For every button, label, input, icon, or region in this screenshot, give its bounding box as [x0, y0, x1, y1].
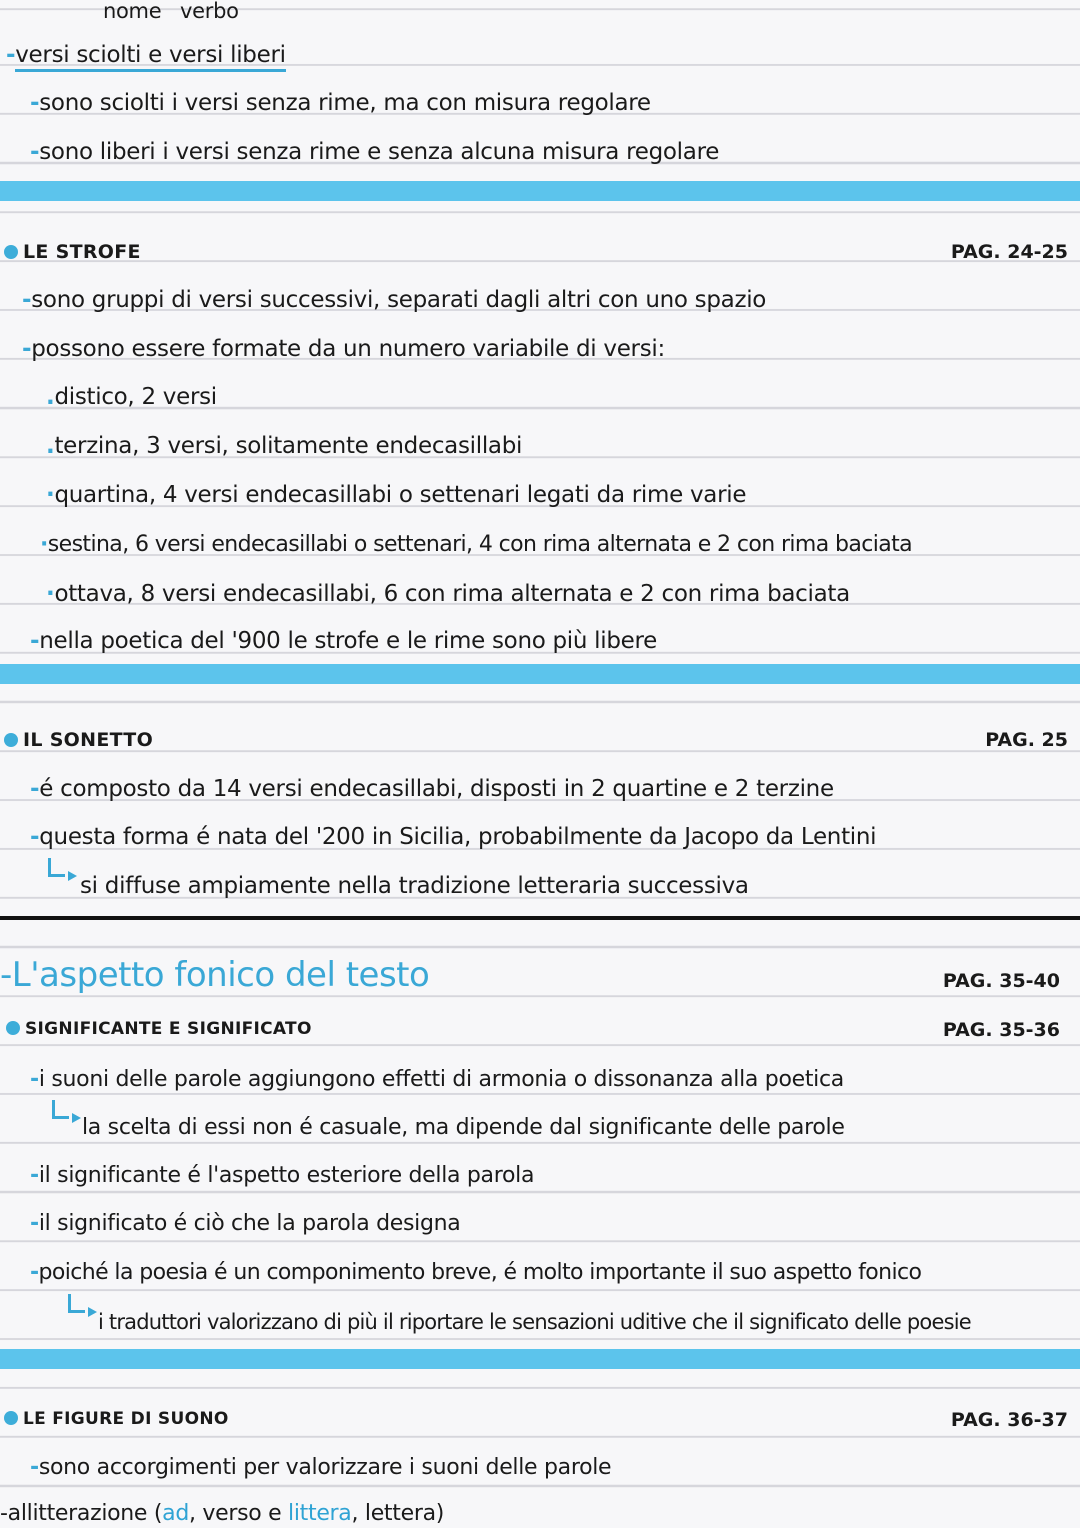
list-item: -sono liberi i versi senza rime e senza alcuna misura regolare [30, 139, 720, 165]
list-item: -il significante é l'aspetto esteriore della parola [30, 1163, 535, 1188]
significante-heading: SIGNIFICANTE E SIGNIFICATO [6, 1019, 312, 1039]
allitterazione-item: -allitterazione (ad, verso e littera, lettera) [0, 1501, 445, 1526]
bullet-dot-icon [4, 733, 18, 747]
strofe-type-sestina: ·sestina, 6 versi endecasillabi o settenari, 4 con rima alternata e 2 con rima baciata [40, 532, 913, 557]
strofe-page-ref: PAG. 24-25 [950, 241, 1068, 263]
chapter-title: -L'aspetto fonico del testo [0, 955, 430, 995]
sonetto-heading: IL SONETTO [4, 729, 153, 751]
figure-page-ref: PAG. 36-37 [950, 1409, 1068, 1431]
chapter-separator [0, 916, 1080, 920]
strofe-heading: LE STROFE [4, 241, 141, 263]
section-divider [0, 664, 1080, 684]
chapter-page-ref: PAG. 35-40 [942, 970, 1060, 992]
strofe-type-distico: .distico, 2 versi [46, 384, 217, 410]
section-divider [0, 1349, 1080, 1369]
bullet-dot-icon [4, 1411, 18, 1425]
strofe-type-ottava: ·ottava, 8 versi endecasillabi, 6 con rima alternata e 2 con rima baciata [46, 581, 850, 607]
list-item: -sono sciolti i versi senza rime, ma con misura regolare [30, 90, 651, 116]
sonetto-page-ref: PAG. 25 [985, 729, 1068, 751]
sub-item: si diffuse ampiamente nella tradizione letteraria successiva [80, 873, 749, 899]
bullet-dot-icon [4, 245, 18, 259]
figure-heading: LE FIGURE DI SUONO [4, 1409, 229, 1429]
section-divider [0, 181, 1080, 201]
list-item: -il significato é ciò che la parola designa [30, 1211, 461, 1236]
list-item: -possono essere formate da un numero variabile di versi: [22, 336, 665, 362]
list-item: -poiché la poesia é un componimento breve, é molto importante il suo aspetto fonico [30, 1260, 922, 1285]
strofe-type-terzina: .terzina, 3 versi, solitamente endecasillabi [46, 433, 523, 459]
list-item: -sono gruppi di versi successivi, separati dagli altri con uno spazio [22, 287, 767, 313]
bullet-dot-icon [6, 1021, 20, 1035]
significante-page-ref: PAG. 35-36 [942, 1019, 1060, 1041]
strofe-type-quartina: ·quartina, 4 versi endecasillabi o settenari legati da rime varie [46, 482, 747, 508]
arrow-icon [48, 858, 65, 877]
list-item: -questa forma é nata del '200 in Sicilia, probabilmente da Jacopo da Lentini [30, 824, 877, 850]
sub-item: la scelta di essi non é casuale, ma dipende dal significante delle parole [82, 1115, 845, 1140]
list-item: -é composto da 14 versi endecasillabi, disposti in 2 quartine e 2 terzine [30, 776, 834, 802]
arrow-icon [52, 1100, 69, 1119]
arrow-icon [68, 1294, 85, 1313]
list-item: -nella poetica del '900 le strofe e le rime sono più libere [30, 628, 658, 654]
list-item: -i suoni delle parole aggiungono effetti di armonia o dissonanza alla poetica [30, 1067, 844, 1092]
word-verbo: verbo [180, 0, 239, 23]
word-nome: nome [103, 0, 162, 23]
sub-item: i traduttori valorizzano di più il riportare le sensazioni uditive che il significato delle poesie [98, 1310, 971, 1334]
versi-heading: -versi sciolti e versi liberi [6, 41, 286, 69]
list-item: -sono accorgimenti per valorizzare i suoni delle parole [30, 1455, 612, 1480]
